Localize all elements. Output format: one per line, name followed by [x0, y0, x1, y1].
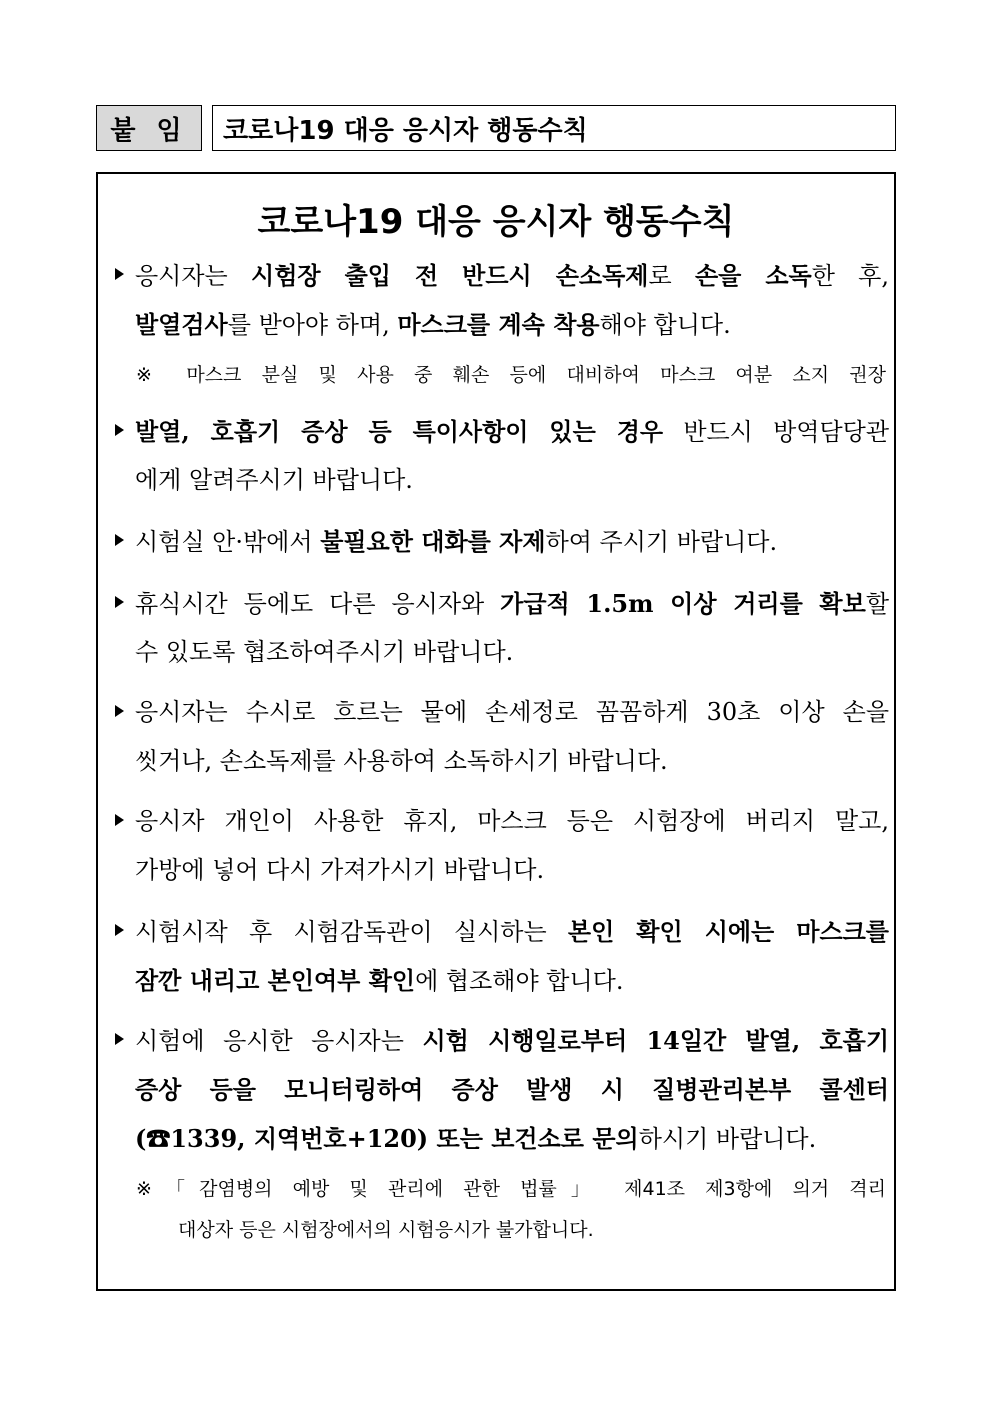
item-text: 가방에 넣어 다시 가져가시기 바랍니다.: [135, 856, 545, 884]
item-text: 반드시 방역담당관: [663, 418, 889, 446]
emphasis-text: 발열, 호흡기 증상 등 특이사항이 있는 경우: [135, 417, 664, 446]
list-item-monitoring: [115, 1016, 889, 1163]
item-text: 한 후,: [811, 262, 889, 290]
item-line: [115, 407, 889, 456]
emphasis-text: 발열검사: [135, 310, 228, 339]
bullet-icon: [115, 268, 124, 280]
bullet-icon: [115, 924, 124, 936]
item-line: [115, 956, 889, 1005]
item-text: 해야 합니다.: [599, 311, 731, 339]
bullet-icon: [115, 814, 124, 826]
page-title: 코로나19 대응 응시자 행동수칙: [257, 202, 735, 242]
emphasis-text: 마스크를 계속 착용: [397, 310, 600, 339]
item-text: 응시자는: [135, 262, 252, 290]
emphasis-text: 증상 등을 모니터링하여 증상 발생 시 질병관리본부 콜센터: [135, 1075, 889, 1104]
list-item-identity-check: [115, 907, 889, 1005]
item-text: 에게 알려주시기 바랍니다.: [135, 466, 413, 494]
item-text: 하여 주시기 바랍니다.: [545, 528, 778, 556]
item-line: [115, 846, 889, 895]
list-item-hand-sanitize: [115, 251, 889, 349]
item-text: 를 받아야 하며,: [227, 311, 398, 339]
note-law-line2: 대상자 등은 시험장에서의 시험응시가 불가합니다.: [178, 1219, 594, 1241]
emphasis-text: 불필요한 대화를 자제: [320, 527, 546, 556]
item-line: [115, 251, 889, 300]
item-line: [115, 737, 889, 786]
note-mask-spare: ※ 마스크 분실 및 사용 중 훼손 등에 대비하여 마스크 여분 소지 권장: [136, 364, 886, 386]
header-title: 코로나19 대응 응시자 행동수칙: [212, 105, 896, 151]
item-line: [115, 300, 889, 349]
bullet-icon: [115, 534, 124, 546]
emphasis-text: (☎1339, 지역번호+120) 또는 보건소로 문의: [135, 1124, 639, 1153]
emphasis-text: 손을 소독: [694, 261, 812, 290]
emphasis-text: 시험 시행일로부터 14일간 발열, 호흡기: [422, 1026, 890, 1055]
emphasis-text: 시험장 출입 전 반드시 손소독제: [251, 261, 649, 290]
item-line: [115, 1016, 889, 1065]
item-line: [115, 628, 889, 677]
item-text: 시험시작 후 시험감독관이 실시하는: [135, 918, 568, 946]
list-item-symptom-report: [115, 407, 889, 505]
item-line: [115, 688, 889, 737]
item-line: [115, 517, 889, 566]
item-text: 씻거나, 손소독제를 사용하여 소독하시기 바랍니다.: [135, 747, 668, 775]
item-text: 응시자는 수시로 흐르는 물에 손세정로 꼼꼼하게 30초 이상 손을: [135, 698, 889, 726]
item-line: [115, 1114, 889, 1163]
emphasis-text: 잠깐 내리고 본인여부 확인: [135, 966, 416, 995]
content-box: [96, 172, 896, 1291]
bullet-icon: [115, 705, 124, 717]
item-text: 에 협조해야 합니다.: [415, 967, 624, 995]
emphasis-text: 가급적 1.5m 이상 거리를 확보: [500, 589, 866, 618]
bullet-icon: [115, 1033, 124, 1045]
item-line: [115, 1065, 889, 1114]
list-item-distance: [115, 579, 889, 677]
item-line: [115, 456, 889, 505]
note-law-line1: ※「감염병의 예방 및 관리에 관한 법률」 제41조 제3항에 의거 격리: [136, 1178, 886, 1200]
list-item-hand-wash: [115, 688, 889, 786]
attachment-tag: 붙 임: [96, 105, 202, 151]
item-text: 수 있도록 협조하여주시기 바랍니다.: [135, 638, 514, 666]
emphasis-text: 본인 확인 시에는 마스크를: [567, 917, 889, 946]
list-item-avoid-talk: [115, 517, 889, 566]
item-line: [115, 907, 889, 956]
item-line: [115, 797, 889, 846]
list-item-waste: [115, 797, 889, 895]
item-line: [115, 579, 889, 628]
item-text: 휴식시간 등에도 다른 응시자와: [135, 590, 501, 618]
item-text: 응시자 개인이 사용한 휴지, 마스크 등은 시험장에 버리지 말고,: [135, 807, 889, 835]
item-text: 할: [865, 590, 889, 618]
item-text: 시험실 안·밖에서: [135, 528, 321, 556]
bullet-icon: [115, 424, 124, 436]
item-text: 로: [648, 262, 695, 290]
item-text: 하시기 바랍니다.: [638, 1125, 817, 1153]
bullet-icon: [115, 596, 124, 608]
item-text: 시험에 응시한 응시자는: [135, 1027, 423, 1055]
